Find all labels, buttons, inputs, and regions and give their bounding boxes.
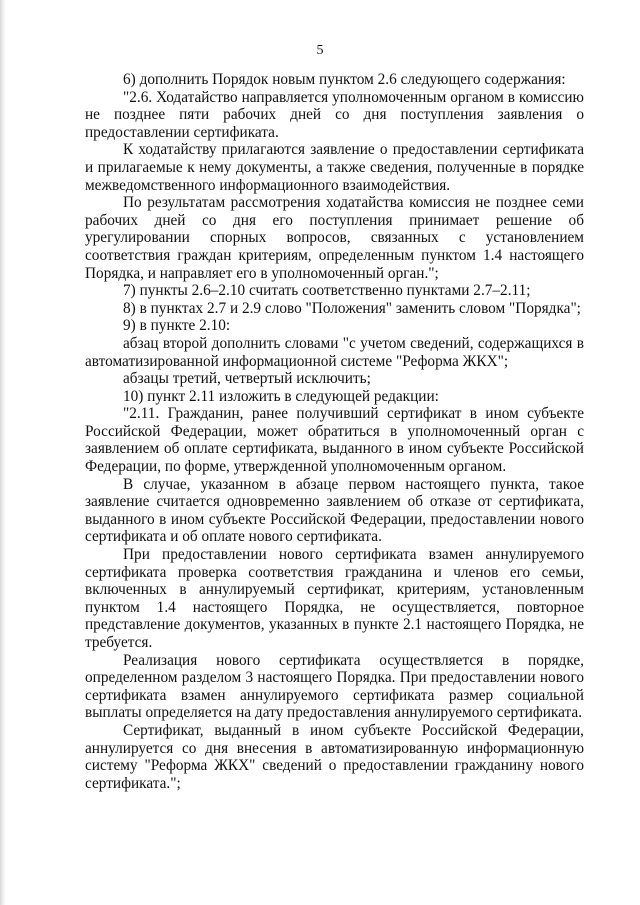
paragraph-item-6: 6) дополнить Порядок новым пунктом 2.6 следующего содержания: [123, 71, 566, 88]
paragraph-item-7: 7) пункты 2.6–2.10 считать соответственно пунктами 2.7–2.11; [123, 282, 531, 300]
quoted-clause-2-6: "2.6. Ходатайство направляется уполномоченным органом в комиссию не позднее пяти рабочих дней со дня поступления заявления о предоставлении сертификата. [85, 88, 584, 141]
quoted-clause-2-11: "2.11. Гражданин, ранее получивший сертификат в ином субъекте Российской Федерации, может обратиться в уполномоченный орган с заявлением об оплате сертификата, выданного в ином субъекте Российской Федерации, по форме, утвержденной уполномоченным органом. [85, 405, 584, 476]
paragraph-item-8: 8) в пунктах 2.7 и 2.9 слово "Положения" заменить словом "Порядка"; [123, 299, 581, 317]
paragraph: По результатам рассмотрения ходатайства комиссия не позднее семи рабочих дней со дня его поступления принимает решение об урегулировании спорных вопросов, связанных с установлением соответствия граждан критериям, определенным пунктом 1.4 настоящего Порядка, и направляет его в уполномоченный орган."; [85, 194, 584, 282]
document-body [85, 71, 584, 792]
page-number: 5 [316, 43, 324, 58]
paragraph: При предоставлении нового сертификата взамен аннулируемого сертификата проверка соответствия гражданина и членов его семьи, включенных в аннулируемый сертификат, критериям, установленным пунктом 1.4 настоящего Порядка, не осуществляется, повторное представление документов, указанных в пункте 2.1 настоящего Порядка, не требуется. [85, 546, 584, 651]
paragraph-item-10: 10) пункт 2.11 изложить в следующей редакции: [123, 387, 439, 405]
paragraph: Реализация нового сертификата осуществляется в порядке, определенном разделом 3 настоящего Порядка. При предоставлении нового сертификата взамен аннулируемого сертификата размер социальной выплаты определяется на дату предоставления аннулируемого сертификата. [85, 651, 584, 722]
paragraph-item-9: 9) в пункте 2.10: [123, 317, 231, 335]
paragraph: абзац второй дополнить словами "с учетом сведений, содержащихся в автоматизированной информационной системе "Реформа ЖКХ"; [85, 334, 584, 370]
scan-edge-shadow [0, 0, 6, 905]
paragraph: Сертификат, выданный в ином субъекте Российской Федерации, аннулируется со дня внесения в автоматизированную информационную систему "Реформа ЖКХ" сведений о предоставлении гражданину нового сертификата."; [85, 721, 584, 792]
paragraph: абзацы третий, четвертый исключить; [123, 370, 371, 388]
paragraph: К ходатайству прилагаются заявление о предоставлении сертификата и прилагаемые к нему документы, а также сведения, полученные в порядке межведомственного информационного взаимодействия. [85, 141, 584, 194]
paragraph: В случае, указанном в абзаце первом настоящего пункта, такое заявление считается одновременно заявлением об отказе от сертификата, выданного в ином субъекте Российской Федерации, предоставлении нового сертификата и об оплате нового сертификата. [85, 475, 584, 546]
